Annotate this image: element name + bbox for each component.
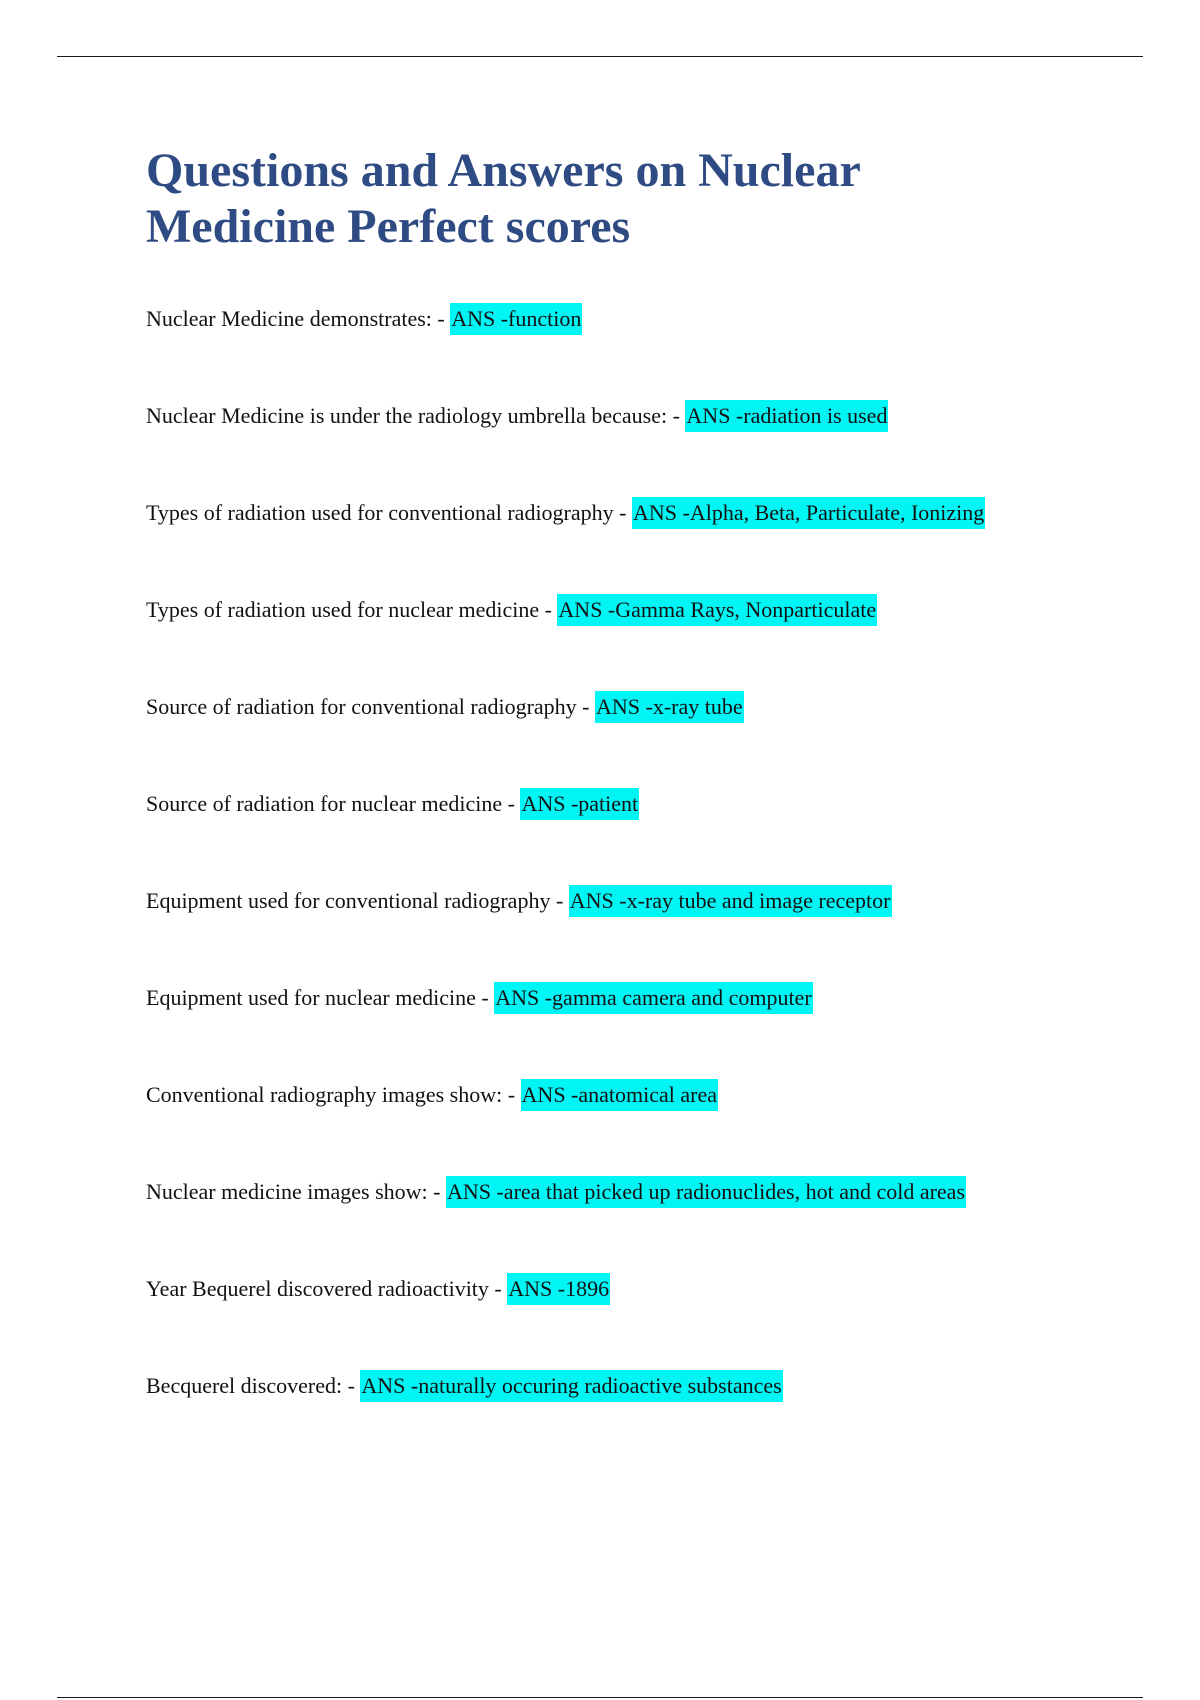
question-text: Conventional radiography images show: - — [146, 1082, 521, 1107]
question-text: Source of radiation for nuclear medicine - — [146, 791, 521, 816]
bottom-rule — [57, 1697, 1143, 1698]
question-text: Year Bequerel discovered radioactivity - — [146, 1276, 508, 1301]
answer-highlight: ANS -x-ray tube — [595, 691, 744, 723]
qa-item — [146, 592, 1146, 689]
answer-highlight: ANS -radiation is used — [685, 400, 888, 432]
answer-highlight: ANS -Alpha, Beta, Particulate, Ionizing — [632, 497, 985, 529]
question-text: Nuclear Medicine demonstrates: - — [146, 306, 451, 331]
answer-highlight: ANS -gamma camera and computer — [494, 982, 812, 1014]
qa-item — [146, 786, 1146, 883]
question-text: Equipment used for nuclear medicine - — [146, 985, 495, 1010]
qa-item — [146, 1368, 1146, 1465]
page-title — [146, 143, 1046, 255]
question-text: Nuclear medicine images show: - — [146, 1179, 446, 1204]
question-text: Nuclear Medicine is under the radiology umbrella because: - — [146, 403, 686, 428]
qa-item — [146, 689, 1146, 786]
answer-highlight: ANS -anatomical area — [521, 1079, 718, 1111]
qa-item — [146, 398, 1146, 495]
qa-item — [146, 1077, 1146, 1174]
answer-highlight: ANS -function — [450, 303, 582, 335]
answer-highlight: ANS -area that picked up radionuclides, hot and cold areas — [446, 1176, 966, 1208]
qa-item — [146, 883, 1146, 980]
answer-highlight: ANS -naturally occuring radioactive substances — [360, 1370, 782, 1402]
question-text: Equipment used for conventional radiography - — [146, 888, 569, 913]
title-line-1: Questions and Answers on Nuclear — [146, 144, 861, 197]
qa-item — [146, 495, 1146, 592]
question-text: Types of radiation used for conventional radiography - — [146, 500, 632, 525]
qa-item — [146, 980, 1146, 1077]
question-text: Becquerel discovered: - — [146, 1373, 361, 1398]
top-rule — [57, 56, 1143, 57]
qa-item — [146, 1271, 1146, 1368]
qa-item — [146, 301, 1146, 398]
qa-item — [146, 1174, 1146, 1271]
question-text: Source of radiation for conventional radiography - — [146, 694, 596, 719]
answer-highlight: ANS -patient — [520, 788, 639, 820]
answer-highlight: ANS -x-ray tube and image receptor — [569, 885, 892, 917]
qa-list — [146, 301, 1146, 1465]
title-line-2: Medicine Perfect scores — [146, 200, 631, 253]
answer-highlight: ANS -1896 — [507, 1273, 610, 1305]
answer-highlight: ANS -Gamma Rays, Nonparticulate — [557, 594, 877, 626]
question-text: Types of radiation used for nuclear medicine - — [146, 597, 558, 622]
